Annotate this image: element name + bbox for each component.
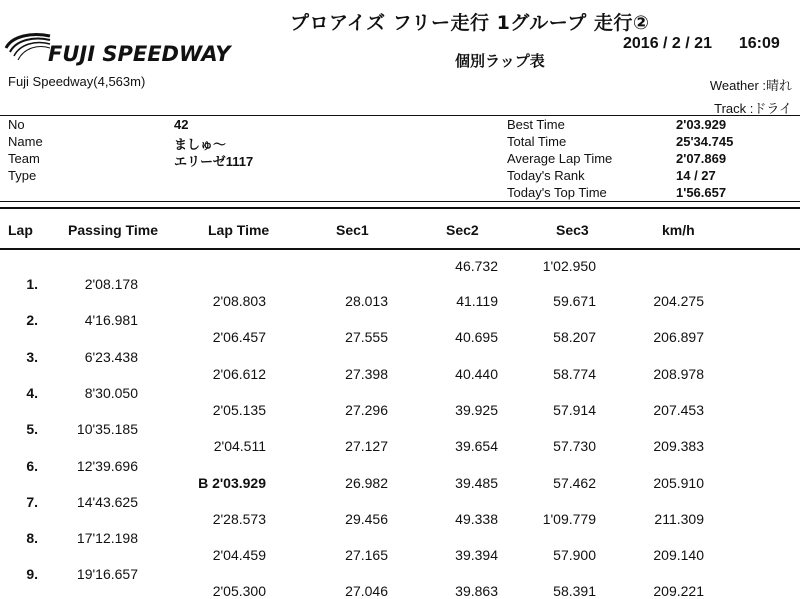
sec1-time: 27.555 — [345, 329, 388, 345]
speedway-swoosh-icon — [2, 30, 274, 70]
speed-kmh: 205.910 — [653, 475, 704, 491]
col-header-sec1: Sec1 — [336, 222, 369, 238]
speed-kmh: 209.383 — [653, 438, 704, 454]
sec3-time: 57.900 — [553, 547, 596, 563]
passing-time: 8'30.050 — [84, 385, 138, 401]
report-subtitle: 個別ラップ表 — [455, 52, 545, 70]
top-time-label: Today's Top Time — [507, 185, 607, 200]
lap-number: 5. — [26, 421, 38, 437]
report-date: 2016 / 2 / 21 — [623, 35, 712, 52]
speed-kmh: 209.140 — [653, 547, 704, 563]
passing-time: 2'08.178 — [84, 276, 138, 292]
lap-time: 2'28.573 — [212, 511, 266, 527]
lap-time: 2'04.459 — [212, 547, 266, 563]
sec3-time: 59.671 — [553, 293, 596, 309]
total-time-value: 25'34.745 — [676, 134, 734, 149]
speed-kmh: 208.978 — [653, 366, 704, 382]
team-label: Team — [8, 151, 40, 166]
sec1-time: 27.046 — [345, 583, 388, 599]
team-name: エリーゼ1117 — [174, 154, 254, 169]
pre-sec3: 1'02.950 — [542, 258, 596, 274]
lap-number: 9. — [26, 566, 38, 582]
sec2-time: 39.485 — [455, 475, 498, 491]
sec2-time: 40.695 — [455, 329, 498, 345]
sec2-time: 39.925 — [455, 402, 498, 418]
report-datetime — [623, 35, 780, 53]
total-time-label: Total Time — [507, 134, 567, 149]
rank-label: Today's Rank — [507, 168, 585, 183]
sec3-time: 57.462 — [553, 475, 596, 491]
lap-number: 3. — [26, 349, 38, 365]
summary-divider — [0, 201, 800, 202]
speed-kmh: 209.221 — [653, 583, 704, 599]
name-label: Name — [8, 134, 43, 149]
sec3-time: 57.730 — [553, 438, 596, 454]
sec2-time: 39.394 — [455, 547, 498, 563]
sec1-time: 27.398 — [345, 366, 388, 382]
col-header-kmh: km/h — [662, 222, 695, 238]
type-label: Type — [8, 168, 37, 183]
top-time-value: 1'56.657 — [676, 185, 727, 200]
col-header-passing-time: Passing Time — [68, 222, 159, 238]
header-divider-top — [0, 115, 800, 116]
sec1-time: 29.456 — [345, 511, 388, 527]
sec1-time: 27.296 — [345, 402, 388, 418]
report-time: 16:09 — [738, 35, 780, 52]
speed-kmh: 211.309 — [654, 511, 704, 527]
sec3-time: 58.774 — [553, 366, 596, 382]
speed-kmh: 206.897 — [653, 329, 704, 345]
lap-number: 6. — [26, 458, 38, 474]
table-top-rule — [0, 207, 800, 209]
passing-time: 10'35.185 — [76, 421, 138, 437]
avg-lap-label: Average Lap Time — [507, 151, 613, 166]
passing-time: 4'16.981 — [84, 312, 138, 328]
lap-time: 2'06.457 — [212, 329, 266, 345]
car-number: 42 — [174, 117, 189, 132]
sec2-time: 49.338 — [455, 511, 498, 527]
sec1-time: 27.127 — [345, 438, 388, 454]
track-label: Track :ドライ — [714, 101, 792, 116]
lap-time: 2'05.135 — [212, 402, 266, 418]
speed-kmh: 204.275 — [653, 293, 704, 309]
report-title: プロアイズ フリー走行 1グループ 走行② — [290, 12, 650, 34]
speed-kmh: 207.453 — [653, 402, 704, 418]
best-time-value: 2'03.929 — [676, 117, 727, 132]
lap-number: 8. — [26, 530, 38, 546]
passing-time: 12'39.696 — [76, 458, 138, 474]
venue-label: Fuji Speedway(4,563m) — [8, 74, 146, 89]
passing-time: 14'43.625 — [76, 494, 138, 510]
fuji-speedway-logo — [2, 30, 274, 70]
lap-number: 4. — [26, 385, 38, 401]
logo-text: FUJI SPEEDWAY — [48, 42, 231, 66]
avg-lap-value: 2'07.869 — [676, 151, 727, 166]
sec3-time: 1'09.779 — [542, 511, 596, 527]
sec2-time: 39.654 — [455, 438, 498, 454]
sec3-time: 58.391 — [553, 583, 596, 599]
rank-value: 14 / 27 — [676, 168, 716, 183]
sec2-time: 39.863 — [455, 583, 498, 599]
col-header-sec3: Sec3 — [556, 222, 589, 238]
table-header-rule — [0, 248, 800, 250]
weather-label: Weather :晴れ — [709, 78, 792, 93]
col-header-lap: Lap — [8, 222, 33, 238]
no-label: No — [8, 117, 25, 132]
best-time-label: Best Time — [507, 117, 565, 132]
lap-number: 1. — [26, 276, 38, 292]
sec2-time: 40.440 — [455, 366, 498, 382]
sec2-time: 41.119 — [456, 293, 498, 309]
lap-time: B 2'03.929 — [198, 475, 266, 491]
lap-time: 2'08.803 — [212, 293, 266, 309]
pre-sec2: 46.732 — [455, 258, 498, 274]
passing-time: 6'23.438 — [84, 349, 138, 365]
sec3-time: 57.914 — [553, 402, 596, 418]
lap-time: 2'05.300 — [212, 583, 266, 599]
sec1-time: 28.013 — [345, 293, 388, 309]
driver-name: ましゅ～ — [174, 137, 227, 152]
passing-time: 17'12.198 — [76, 530, 138, 546]
sec3-time: 58.207 — [553, 329, 596, 345]
lap-number: 2. — [26, 312, 38, 328]
col-header-lap-time: Lap Time — [208, 222, 270, 238]
lap-number: 7. — [26, 494, 38, 510]
lap-time: 2'04.511 — [213, 438, 266, 454]
passing-time: 19'16.657 — [76, 566, 138, 582]
lap-time: 2'06.612 — [212, 366, 266, 382]
sec1-time: 26.982 — [345, 475, 388, 491]
col-header-sec2: Sec2 — [446, 222, 479, 238]
sec1-time: 27.165 — [345, 547, 388, 563]
